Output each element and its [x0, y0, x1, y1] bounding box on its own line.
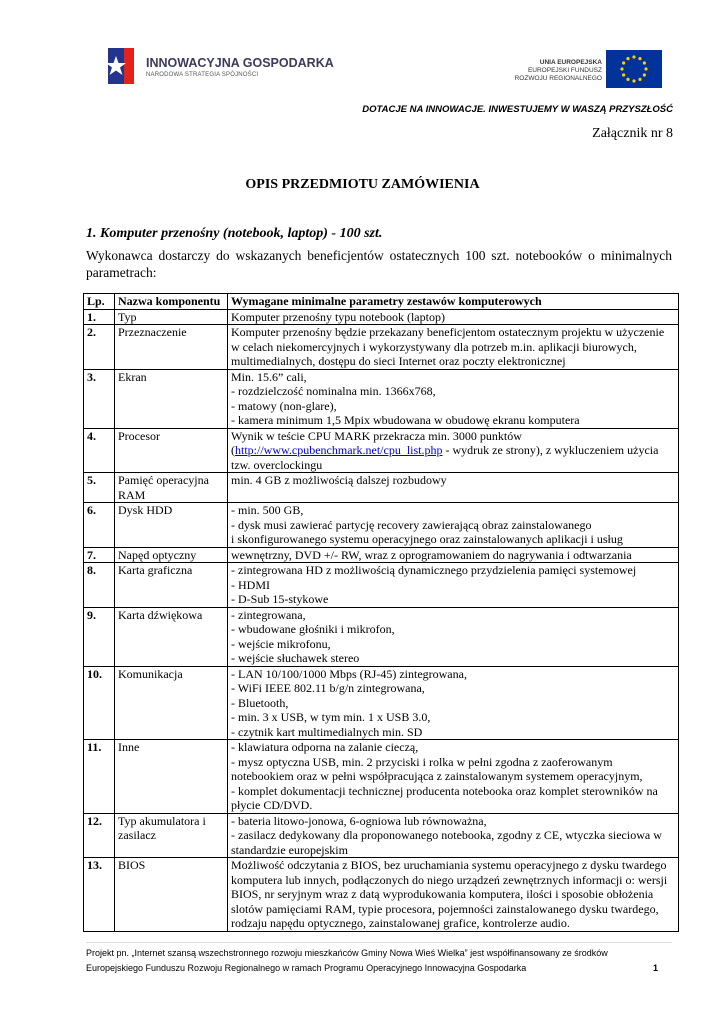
requirement-line: - D-Sub 15-stykowe — [231, 592, 329, 606]
component-name: Typ akumulatora i zasilacz — [115, 813, 228, 858]
requirement-line: - czytnik kart multimedialnych min. SD — [231, 724, 423, 739]
eu-star-icon — [644, 67, 647, 70]
component-requirements — [228, 428, 679, 473]
requirement-line: Min. 15.6” cali, — [231, 369, 307, 384]
requirement-line: - min. 3 x USB, w tym min. 1 x USB 3.0, — [231, 710, 431, 724]
ig-logo-subtitle: NARODOWA STRATEGIA SPÓJNOŚCI — [146, 72, 259, 78]
component-requirements — [228, 858, 679, 932]
eu-logo-line3: ROZWOJU REGIONALNEGO — [514, 75, 602, 82]
requirement-line: - klawiatura odporna na zalanie cieczą, — [231, 740, 419, 754]
cpu-benchmark-link[interactable]: http://www.cpubenchmark.net/cpu_list.php — [235, 443, 443, 457]
page-number: 1 — [652, 963, 658, 973]
requirement-line: - WiFi IEEE 802.11 b/g/n zintegrowana, — [231, 681, 425, 695]
eu-star-icon — [638, 57, 641, 60]
requirement-line: - bateria litowo-jonowa, 6-ogniowa lub równoważna, — [231, 813, 487, 828]
component-name: Dysk HDD — [115, 503, 228, 548]
header-component: Nazwa komponentu — [115, 294, 228, 310]
table-row — [84, 858, 679, 932]
component-name: Typ — [115, 309, 228, 325]
ig-logo-title: INNOWACYJNA GOSPODARKA — [146, 56, 334, 70]
requirement-line: - zintegrowana HD z możliwością dynamicznego przydzielenia pamięci systemowej — [231, 563, 637, 577]
specification-table — [83, 293, 679, 932]
requirement-line: - wbudowane głośniki i mikrofon, — [231, 622, 395, 636]
table-row — [84, 428, 679, 473]
row-number: 7. — [84, 547, 115, 563]
component-name: Przeznaczenie — [115, 325, 228, 370]
table-row — [84, 325, 679, 370]
eu-star-icon — [622, 61, 625, 64]
ig-star-logo-icon — [102, 46, 138, 86]
eu-logo-line1: UNIA EUROPEJSKA — [539, 59, 602, 66]
eu-star-icon — [643, 73, 646, 76]
page-footer — [86, 946, 672, 976]
table-header-row — [84, 294, 679, 310]
component-requirements — [228, 325, 679, 370]
table-row — [84, 740, 679, 814]
eu-star-icon — [632, 79, 635, 82]
component-name: Napęd optyczny — [115, 547, 228, 563]
header-slogan: DOTACJE NA INNOWACJE. INWESTUJEMY W WASZĄ PRZYSZŁOŚĆ — [362, 104, 673, 115]
footer-divider — [86, 942, 672, 943]
row-number: 6. — [84, 503, 115, 548]
footer-line2-wrap — [86, 961, 672, 976]
requirement-line: - wejście słuchawek stereo — [231, 651, 360, 665]
header-lp: Lp. — [84, 294, 115, 310]
requirement-line: - min. 500 GB, — [231, 503, 304, 517]
component-requirements — [228, 309, 679, 325]
component-name: Karta graficzna — [115, 563, 228, 608]
footer-line2: Europejskiego Funduszu Rozwoju Regionalnego w ramach Programu Operacyjnego Innowacyjna Gospodarka — [86, 963, 527, 973]
component-requirements — [228, 666, 679, 740]
table-row — [84, 813, 679, 858]
eu-logo-line2: EUROPEJSKI FUNDUSZ — [527, 67, 602, 74]
requirement-line: - kamera minimum 1,5 Mpix wbudowana w obudowę ekranu komputera — [231, 413, 580, 427]
table-row — [84, 547, 679, 563]
component-requirements — [228, 503, 679, 548]
row-number: 4. — [84, 428, 115, 473]
row-number: 8. — [84, 563, 115, 608]
requirement-line: Komputer przenośny będzie przekazany beneficjentom ostatecznym projektu w użyczenie w celach niekomercyjnych i wykorzystywany dla potrzeb m.in. aplikacji biurowych, multimedialnych, dostępu do sieci Internet oraz poczty elektronicznej — [231, 325, 665, 368]
footer-line1: Projekt pn. „Internet szansą wszechstronnego rozwoju mieszkańców Gminy Nowa Wieś Wielka” jest współfinansowany ze środków — [86, 948, 608, 958]
requirement-line: - matowy (non-glare), — [231, 398, 337, 413]
eu-star-icon — [626, 78, 629, 81]
requirement-line: - wejście mikrofonu, — [231, 636, 331, 651]
document-title: OPIS PRZEDMIOTU ZAMÓWIENIA — [245, 177, 480, 192]
component-name: Ekran — [115, 369, 228, 428]
requirement-line: - zasilacz dedykowany dla proponowanego notebooka, zgodny z CE, wtyczka sieciowa w standardzie europejskim — [231, 828, 662, 857]
component-name: Karta dźwiękowa — [115, 607, 228, 666]
requirement-line: - HDMI — [231, 577, 270, 592]
component-name: Inne — [115, 740, 228, 814]
component-requirements — [228, 813, 679, 858]
intro-paragraph: Wykonawca dostarczy do wskazanych beneficjentów ostatecznych 100 szt. notebooków o minimalnych parametrach: — [86, 248, 672, 280]
row-number: 1. — [84, 309, 115, 325]
table-row — [84, 473, 679, 503]
innowacyjna-gospodarka-logo — [102, 46, 334, 90]
requirement-line: i skonfigurowanego systemu operacyjnego oraz zainstalowanych aplikacji i usług — [231, 532, 623, 546]
requirement-line: wewnętrzny, DVD +/- RW, wraz z oprogramowaniem do nagrywania i odtwarzania — [231, 547, 632, 562]
requirement-line: - dysk musi zawierać partycję recovery zawierającą obraz zainstalowanego — [231, 517, 592, 532]
requirement-line: - LAN 10/100/1000 Mbps (RJ-45) zintegrowana, — [231, 666, 467, 681]
eu-star-icon — [638, 78, 641, 81]
annex-label: Załącznik nr 8 — [592, 126, 673, 141]
requirement-text: Wynik w teście CPU MARK przekracza min. 3000 punktów ( — [231, 428, 522, 457]
row-number: 9. — [84, 607, 115, 666]
table-body — [84, 309, 679, 931]
section-heading: 1. Komputer przenośny (notebook, laptop) - 100 szt. — [86, 226, 383, 241]
table-row — [84, 607, 679, 666]
component-requirements — [228, 563, 679, 608]
row-number: 5. — [84, 473, 115, 503]
eu-logo-text — [500, 59, 602, 83]
row-number: 3. — [84, 369, 115, 428]
row-number: 2. — [84, 325, 115, 370]
page-header — [0, 0, 725, 100]
eu-star-icon — [620, 67, 623, 70]
component-name: Pamięć operacyjna RAM — [115, 473, 228, 503]
table-row — [84, 503, 679, 548]
requirement-line: Komputer przenośny typu notebook (laptop) — [231, 309, 445, 324]
table-row — [84, 369, 679, 428]
component-requirements — [228, 473, 679, 503]
table-row — [84, 309, 679, 325]
component-requirements — [228, 740, 679, 814]
component-requirements — [228, 607, 679, 666]
eu-star-icon — [622, 73, 625, 76]
row-number: 12. — [84, 813, 115, 858]
requirement-text: - wydruk ze strony), z wykluczeniem użycia tzw. overclockingu — [231, 443, 659, 472]
row-number: 13. — [84, 858, 115, 932]
requirement-line: - zintegrowana, — [231, 607, 306, 622]
requirement-line: - rozdzielczość nominalna min. 1366x768, — [231, 384, 436, 398]
requirement-line: - mysz optyczna USB, min. 2 przyciski i rolka w pełni zgodna z zaoferowanym notebookiem oraz w pełni współpracująca z zainstalowanym systemem operacyjnym, — [231, 754, 643, 783]
header-requirements: Wymagane minimalne parametry zestawów komputerowych — [228, 294, 679, 310]
component-name: Procesor — [115, 428, 228, 473]
component-requirements — [228, 369, 679, 428]
component-requirements — [228, 547, 679, 563]
eu-star-icon — [643, 61, 646, 64]
eu-flag-icon — [606, 50, 662, 88]
requirement-line: min. 4 GB z możliwością dalszej rozbudowy — [231, 473, 447, 487]
requirement-line: Możliwość odczytania z BIOS, bez uruchamiania systemu operacyjnego z dysku twardego komputera lub innych, podłączonych do niego urządzeń zewnętrznych informacji o: wersji BIOS, nr seryjnym wraz z datą wyprodukowania komputera, ilości i sposobie obłożenia slotów pamięciami RAM, typie procesora, pojemności zainstalowanego dysku twardego, rodzaju napędu optycznego, zainstalowanej grafice, kontrolerze audio. — [231, 858, 668, 930]
table-row — [84, 563, 679, 608]
requirement-line: - komplet dokumentacji technicznej producenta notebooka oraz komplet sterowników na płycie CD/DVD. — [231, 783, 658, 812]
component-name: BIOS — [115, 858, 228, 932]
eu-star-icon — [626, 57, 629, 60]
eu-star-icon — [632, 55, 635, 58]
component-name: Komunikacja — [115, 666, 228, 740]
row-number: 11. — [84, 740, 115, 814]
table-row — [84, 666, 679, 740]
requirement-line: - Bluetooth, — [231, 695, 289, 710]
row-number: 10. — [84, 666, 115, 740]
